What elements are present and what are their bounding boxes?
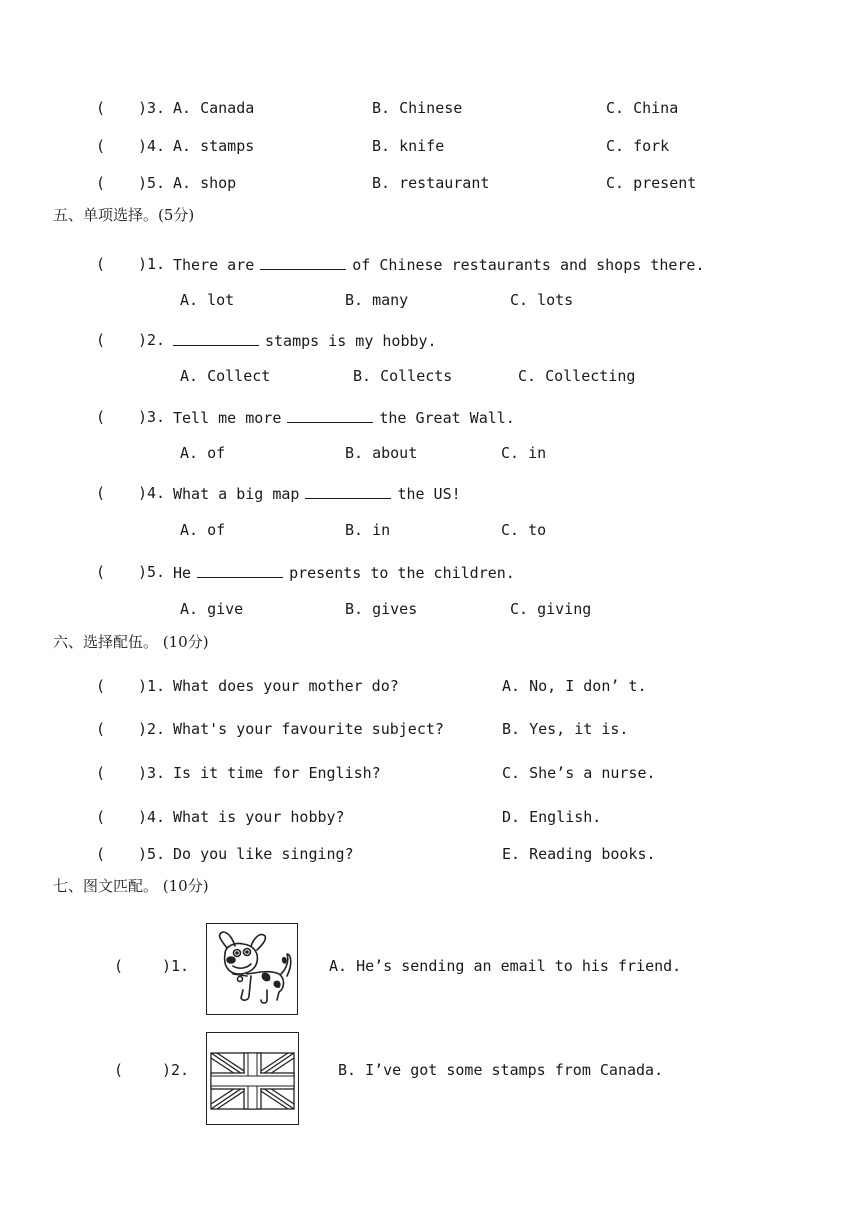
answer-paren[interactable]: (	[96, 808, 106, 826]
answer-paren[interactable]: (	[96, 255, 106, 273]
option-c: C. fork	[606, 137, 670, 155]
option-c: C. lots	[510, 291, 574, 309]
question-number: )5.	[138, 563, 166, 581]
answer-paren[interactable]: (	[96, 408, 106, 426]
question-text: What a big map the US!	[173, 485, 461, 503]
option-a: A. lot	[180, 291, 235, 309]
question-text: What does your mother do?	[173, 677, 399, 695]
answer-paren[interactable]: (	[96, 137, 106, 155]
question-text: stamps is my hobby.	[167, 333, 437, 349]
uk-flag-icon	[207, 1033, 298, 1124]
option-b: B. gives	[345, 600, 418, 618]
answer-paren[interactable]: (	[96, 174, 106, 192]
question-text: There are of Chinese restaurants and shops there.	[173, 256, 705, 274]
option-b: B. Chinese	[372, 99, 463, 117]
fill-blank[interactable]	[305, 486, 391, 499]
question-text: What's your favourite subject?	[173, 720, 444, 738]
option-b: B. in	[345, 521, 391, 539]
section-5-heading: 五、单项选择。(5分)	[53, 206, 195, 224]
question-number: )3.	[138, 99, 166, 117]
question-number: )4.	[138, 484, 166, 502]
option-b: B. knife	[372, 137, 445, 155]
answer-paren[interactable]: (	[96, 99, 106, 117]
question-text: What is your hobby?	[173, 808, 345, 826]
option-a: A. of	[180, 521, 226, 539]
fill-blank[interactable]	[173, 333, 259, 346]
fill-blank[interactable]	[260, 257, 346, 270]
uk-flag-picture	[206, 1032, 299, 1125]
question-text: Do you like singing?	[173, 845, 354, 863]
question-text: Is it time for English?	[173, 764, 381, 782]
option-a: A. give	[180, 600, 244, 618]
answer-option: A. No, I don’ t.	[502, 677, 647, 695]
option-b: B. many	[345, 291, 409, 309]
question-number: )5.	[138, 174, 166, 192]
question-text: Tell me more the Great Wall.	[173, 409, 515, 427]
dog-icon	[207, 924, 297, 1014]
answer-paren[interactable]: (	[114, 1061, 124, 1079]
option-c: C. giving	[510, 600, 592, 618]
answer-paren[interactable]: (	[114, 957, 124, 975]
answer-paren[interactable]: (	[96, 764, 106, 782]
option-a: A. Collect	[180, 367, 271, 385]
question-text: He presents to the children.	[173, 564, 515, 582]
answer-paren[interactable]: (	[96, 484, 106, 502]
option-a: A. shop	[173, 174, 237, 192]
fill-blank[interactable]	[197, 565, 283, 578]
option-a: A. stamps	[173, 137, 255, 155]
answer-option: B. Yes, it is.	[502, 720, 629, 738]
section-6-heading: 六、选择配伍。 (10分)	[53, 633, 209, 651]
answer-option: C. She’s a nurse.	[502, 764, 656, 782]
question-number: )1.	[138, 677, 166, 695]
answer-paren[interactable]: (	[96, 845, 106, 863]
question-number: )5.	[138, 845, 166, 863]
option-b: B. about	[345, 444, 418, 462]
answer-paren[interactable]: (	[96, 331, 106, 349]
question-number: )4.	[138, 808, 166, 826]
question-number: )1.	[162, 957, 190, 975]
question-number: )3.	[138, 764, 166, 782]
answer-paren[interactable]: (	[96, 563, 106, 581]
option-b: B. restaurant	[372, 174, 490, 192]
option-c: C. to	[501, 521, 547, 539]
option-c: C. Collecting	[518, 367, 636, 385]
fill-blank[interactable]	[287, 410, 373, 423]
option-c: C. in	[501, 444, 547, 462]
answer-option: D. English.	[502, 808, 602, 826]
option-b: B. Collects	[353, 367, 453, 385]
option-a: A. Canada	[173, 99, 255, 117]
answer-option: E. Reading books.	[502, 845, 656, 863]
option-c: C. present	[606, 174, 697, 192]
question-number: )1.	[138, 255, 166, 273]
question-number: )2.	[138, 331, 166, 349]
answer-option: B. I’ve got some stamps from Canada.	[338, 1061, 664, 1079]
option-a: A. of	[180, 444, 226, 462]
answer-option: A. He’s sending an email to his friend.	[329, 957, 682, 975]
section-7-heading: 七、图文匹配。 (10分)	[53, 877, 209, 895]
question-number: )2.	[162, 1061, 190, 1079]
dog-picture	[206, 923, 298, 1015]
question-number: )2.	[138, 720, 166, 738]
question-number: )3.	[138, 408, 166, 426]
question-number: )4.	[138, 137, 166, 155]
answer-paren[interactable]: (	[96, 677, 106, 695]
answer-paren[interactable]: (	[96, 720, 106, 738]
option-c: C. China	[606, 99, 679, 117]
